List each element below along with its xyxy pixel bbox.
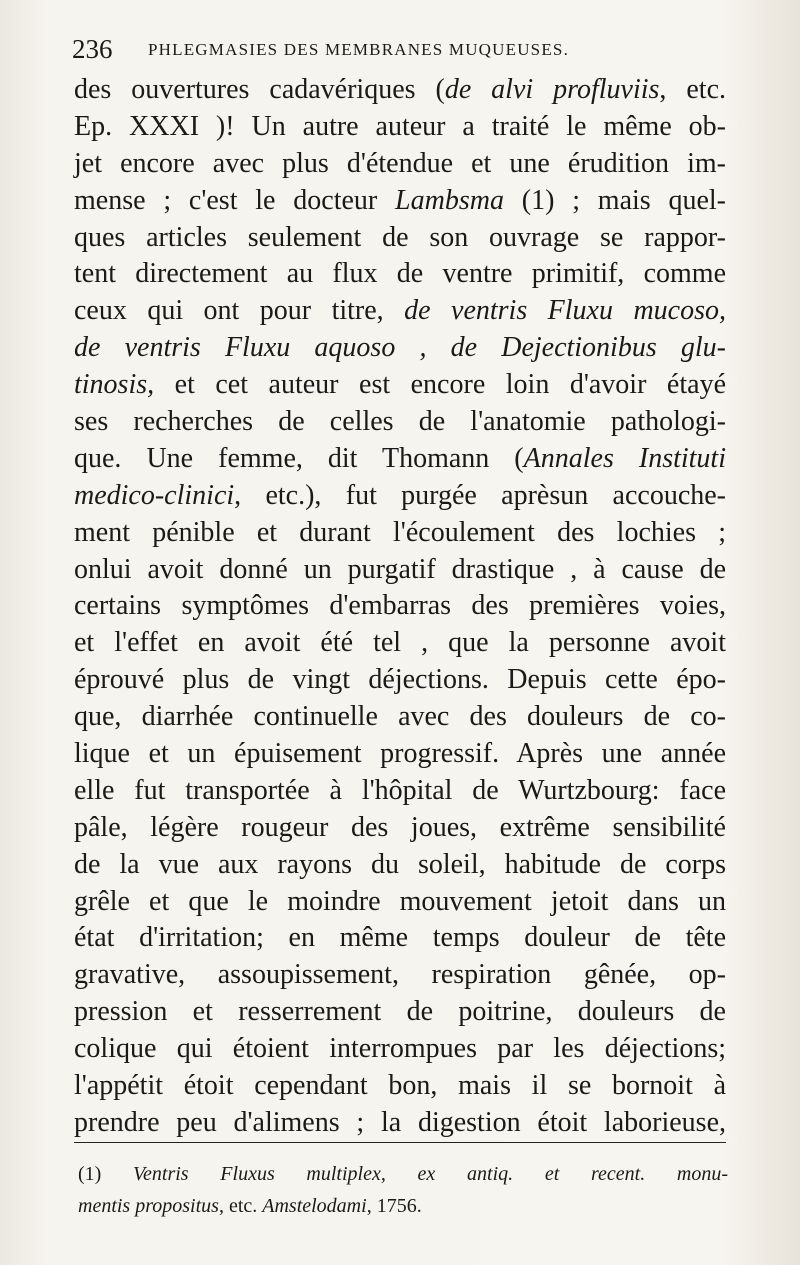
text-line: [74, 109, 726, 146]
italic-phrase: Annales Instituti: [523, 442, 726, 474]
text-line: [74, 625, 726, 662]
text-line-content: [74, 662, 726, 699]
text-segment: des ouvertures cadavériques (: [74, 74, 445, 105]
text-segment: pâle, légère rougeur des joues, extrême sensibilité: [74, 811, 726, 843]
footnote: [78, 1158, 728, 1222]
text-segment: l'appétit étoit cependant bon, mais il se bornoit à: [74, 1070, 726, 1102]
body-text: [74, 72, 726, 1142]
text-line-content: [74, 957, 726, 994]
text-segment: grêle et que le moindre mouvement jetoit dans un: [74, 885, 726, 917]
text-line-content: [74, 441, 726, 478]
text-segment: ment pénible et durant l'écoulement des lochies ;: [74, 516, 726, 548]
text-line-content: [74, 183, 726, 220]
page-number: 236: [72, 34, 113, 64]
text-segment: elle fut transportée à l'hôpital de Wurtzbourg: face: [74, 774, 726, 806]
footnote-line: [78, 1158, 728, 1190]
italic-phrase: de alvi profluviis: [444, 74, 660, 105]
footnote-line: [78, 1190, 728, 1222]
text-line-content: [74, 515, 726, 552]
italic-phrase: Lambsma: [395, 184, 504, 216]
text-segment: ses recherches de celles de l'anatomie pathologi-: [74, 406, 726, 438]
text-segment: de la vue aux rayons du soleil, habitude de corps: [74, 848, 726, 880]
text-line-content: [74, 920, 726, 957]
text-line: [74, 256, 726, 293]
text-line: [74, 552, 726, 589]
text-line-content: [74, 810, 726, 847]
footnote-marker: (1): [78, 1163, 134, 1185]
text-segment: que, diarrhée continuelle avec des douleurs de co-: [74, 701, 726, 733]
text-line: [74, 404, 726, 441]
text-line-content: [74, 736, 726, 773]
text-line: [74, 1031, 726, 1068]
text-line: [74, 588, 726, 625]
text-line: [74, 994, 726, 1031]
text-line: [74, 330, 726, 367]
text-line-content: [74, 994, 726, 1031]
text-line-content: [74, 478, 726, 515]
italic-phrase: de ventris Fluxu mucoso,: [404, 295, 726, 327]
text-line: [74, 662, 726, 699]
text-line-content: [74, 146, 726, 183]
footnote-title-cont: mentis propositus: [78, 1195, 219, 1217]
footnote-etc: , etc.: [218, 1195, 263, 1217]
text-segment: (1) ; mais quel-: [503, 184, 726, 216]
text-line: [74, 1105, 726, 1142]
text-segment: certains symptômes d'embarras des premières voies,: [74, 590, 726, 622]
text-line-content: [74, 699, 726, 736]
text-segment: onlui avoit donné un purgatif drastique , à cause de: [74, 553, 726, 585]
text-segment: pression et resserrement de poitrine, douleurs de: [74, 996, 726, 1028]
text-line: [74, 293, 726, 330]
text-line-content: [74, 884, 726, 921]
text-line-content: [74, 404, 726, 441]
text-line: [74, 478, 726, 515]
text-line-content: [74, 256, 726, 293]
text-segment: éprouvé plus de vingt déjections. Depuis cette épo-: [74, 664, 726, 696]
text-line-content: [74, 588, 726, 625]
footnote-rule: [74, 1142, 726, 1143]
text-line: [74, 441, 726, 478]
page-header: [72, 30, 732, 70]
text-line: [74, 1068, 726, 1105]
text-segment: jet encore avec plus d'étendue et une érudition im-: [74, 147, 726, 179]
text-segment: gravative, assoupissement, respiration gênée, op-: [74, 959, 726, 991]
text-line: [74, 957, 726, 994]
text-line: [74, 847, 726, 884]
text-line: [74, 773, 726, 810]
footnote-title: Ventris Fluxus multiplex, ex antiq. et recent. monu-: [133, 1163, 728, 1185]
text-line-content: [74, 109, 726, 146]
text-line-content: [74, 625, 726, 662]
text-line: [74, 810, 726, 847]
text-line-content: [74, 293, 726, 330]
text-segment: tent directement au flux de ventre primitif, comme: [74, 258, 726, 290]
text-segment: colique qui étoient interrompues par les déjections;: [74, 1033, 726, 1065]
text-line: [74, 72, 726, 109]
text-line-content: [74, 773, 726, 810]
text-line-content: [74, 552, 726, 589]
text-line-content: [74, 72, 726, 109]
text-segment: et l'effet en avoit été tel , que la personne avoit: [74, 627, 726, 659]
text-line: [74, 699, 726, 736]
text-line-content: [74, 847, 726, 884]
text-line: [74, 920, 726, 957]
text-segment: ceux qui ont pour titre,: [74, 295, 405, 327]
text-line-content: [74, 1105, 726, 1142]
text-segment: et cet auteur est encore loin d'avoir étayé: [154, 369, 726, 401]
text-line: [74, 220, 726, 257]
text-line: [74, 736, 726, 773]
text-segment: , etc.), fut purgée aprèsun accouche-: [234, 479, 726, 511]
text-segment: ques articles seulement de son ouvrage se rappor-: [74, 221, 726, 253]
text-line-content: [74, 220, 726, 257]
text-line: [74, 183, 726, 220]
text-line-content: [74, 1031, 726, 1068]
text-segment: lique et un épuisement progressif. Après une année: [74, 738, 726, 770]
text-segment: état d'irritation; en même temps douleur de tête: [74, 922, 726, 954]
footnote-place: Amstelodami: [262, 1195, 367, 1217]
text-segment: , etc.: [659, 74, 727, 105]
italic-phrase: de ventris Fluxu aquoso , de Dejectionibus glu-: [74, 332, 726, 364]
footnote-year: , 1756.: [366, 1195, 422, 1217]
text-line: [74, 367, 726, 404]
italic-phrase: medico-clinici: [74, 479, 235, 511]
text-segment: Ep. XXXI )! Un autre auteur a traité le même ob-: [74, 110, 726, 142]
text-segment: mense ; c'est le docteur: [74, 184, 396, 216]
text-line-content: [74, 1068, 726, 1105]
text-line: [74, 884, 726, 921]
text-line-content: [74, 367, 726, 404]
text-segment: que. Une femme, dit Thomann (: [74, 442, 524, 474]
text-line: [74, 146, 726, 183]
text-line: [74, 515, 726, 552]
text-segment: prendre peu d'alimens ; la digestion étoit laborieuse,: [74, 1106, 726, 1138]
running-head: PHLEGMASIES DES MEMBRANES MUQUEUSES.: [148, 40, 570, 59]
italic-phrase: tinosis,: [74, 369, 155, 401]
text-line-content: [74, 330, 726, 367]
